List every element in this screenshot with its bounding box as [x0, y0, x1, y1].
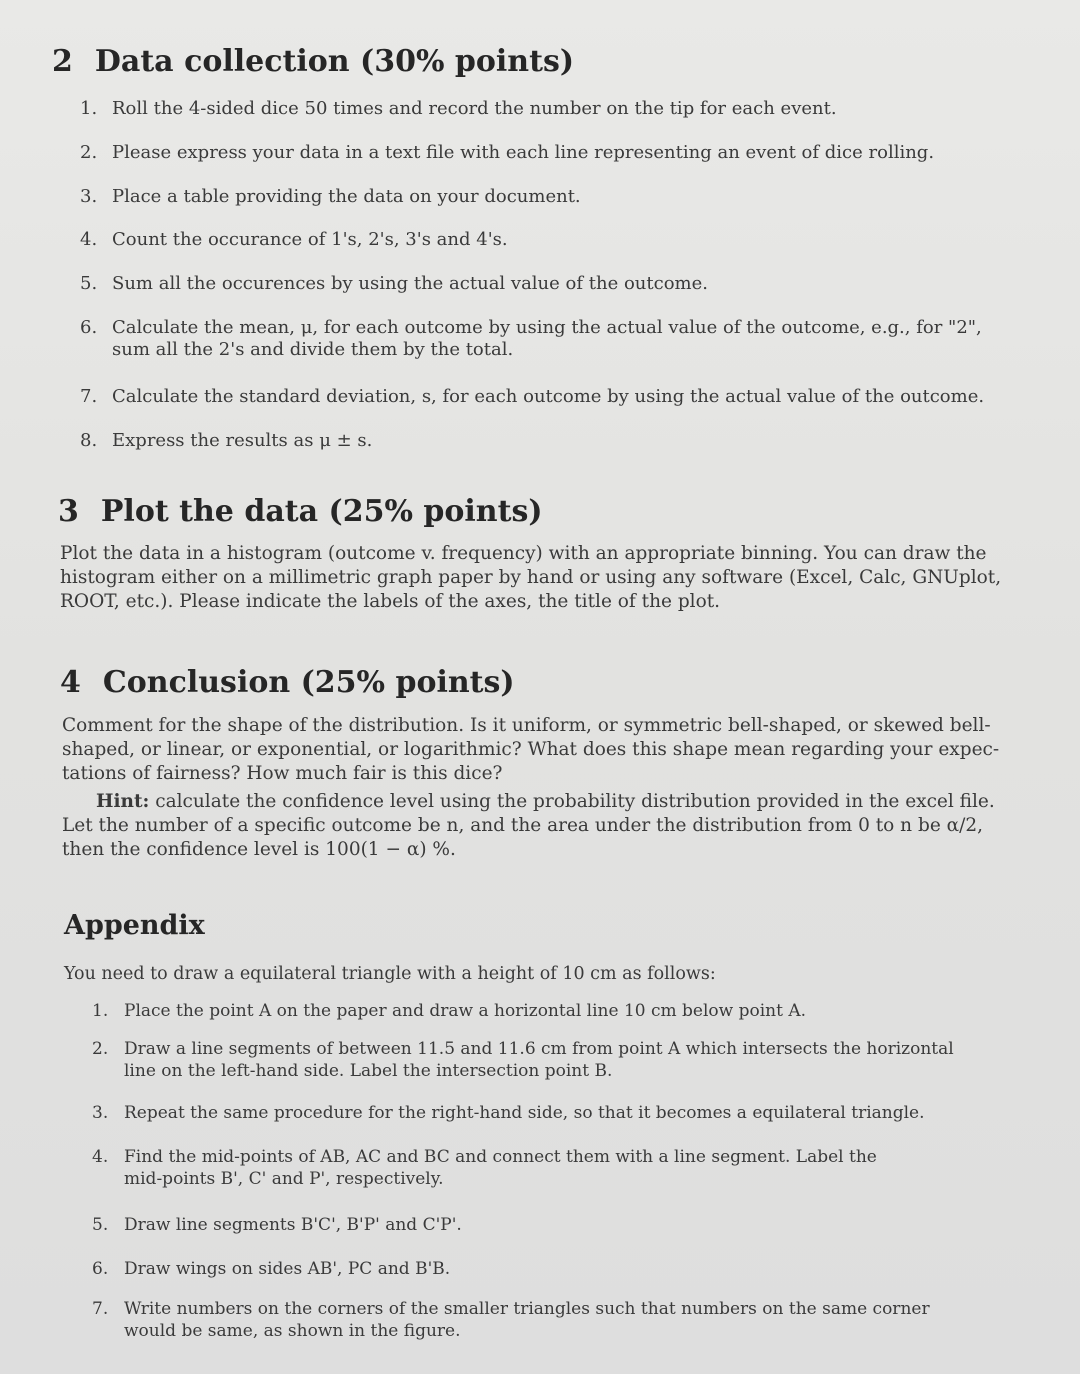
- section-2-heading: [52, 44, 574, 79]
- list-item: 7. Calculate the standard deviation, s, for each outcome by using the actual value of the outcome.: [80, 386, 985, 407]
- appendix-heading: Appendix: [64, 910, 205, 941]
- section-3-number: 3: [58, 494, 79, 529]
- section-4-title: Conclusion (25% points): [102, 665, 515, 700]
- section-3-title: Plot the data (25% points): [100, 494, 543, 529]
- list-item: 2. Please express your data in a text file with each line representing an event of dice rolling.: [80, 142, 935, 163]
- list-item: 5. Sum all the occurences by using the actual value of the outcome.: [80, 273, 708, 294]
- section-4-heading: [60, 665, 515, 700]
- section-3-paragraph: Plot the data in a histogram (outcome v. frequency) with an appropriate binning. You can draw the histogram either on a millimetric graph paper by hand or using any software (Excel, Calc, GNUplot, ROOT, etc.). Please indicate the labels of the axes, the title of the plot.: [60, 543, 1002, 612]
- list-item: 3. Repeat the same procedure for the right-hand side, so that it becomes a equilateral triangle.: [92, 1103, 925, 1123]
- list-item: 6. Draw wings on sides AB', PC and B'B.: [92, 1259, 451, 1279]
- list-item: 1. Place the point A on the paper and draw a horizontal line 10 cm below point A.: [92, 1001, 807, 1021]
- hint-paragraph: Hint: calculate the confidence level using the probability distribution provided in the excel file. Let the number of a specific outcome be n, and the area under the distribution from 0 to n be α/2, then the confidence level is 100(1 − α) %.: [62, 791, 995, 860]
- list-item: 7. Write numbers on the corners of the smaller triangles such that numbers on the same corner would be same, as shown in the figure.: [92, 1299, 930, 1341]
- list-item: 2. Draw a line segments of between 11.5 and 11.6 cm from point A which intersects the horizontal line on the left-hand side. Label the intersection point B.: [92, 1039, 954, 1081]
- section-4-number: 4: [60, 665, 81, 700]
- section-2-title: Data collection (30% points): [94, 44, 575, 79]
- appendix-intro: You need to draw a equilateral triangle with a height of 10 cm as follows:: [64, 964, 716, 984]
- list-item: 4. Count the occurance of 1's, 2's, 3's and 4's.: [80, 229, 508, 250]
- list-item: 8. Express the results as μ ± s.: [80, 430, 373, 451]
- list-item: 1. Roll the 4-sided dice 50 times and record the number on the tip for each event.: [80, 98, 837, 119]
- section-2-number: 2: [52, 44, 73, 79]
- hint-label: Hint:: [96, 791, 150, 812]
- list-item: 6. Calculate the mean, μ, for each outcome by using the actual value of the outcome, e.g., for "2", sum all the 2's and divide them by the total.: [80, 317, 982, 360]
- list-item: 5. Draw line segments B'C', B'P' and C'P'.: [92, 1215, 462, 1235]
- list-item: 3. Place a table providing the data on your document.: [80, 186, 581, 207]
- section-3-heading: [58, 494, 543, 529]
- section-4-paragraph: Comment for the shape of the distribution. Is it uniform, or symmetric bell-shaped, or skewed bell- shaped, or linear, or exponential, or logarithmic? What does this shape mean regarding your expec- tations of fairness? How much fair is this dice?: [62, 715, 1000, 784]
- list-item: 4. Find the mid-points of AB, AC and BC and connect them with a line segment. Label the mid-points B', C' and P', respectively.: [92, 1147, 877, 1189]
